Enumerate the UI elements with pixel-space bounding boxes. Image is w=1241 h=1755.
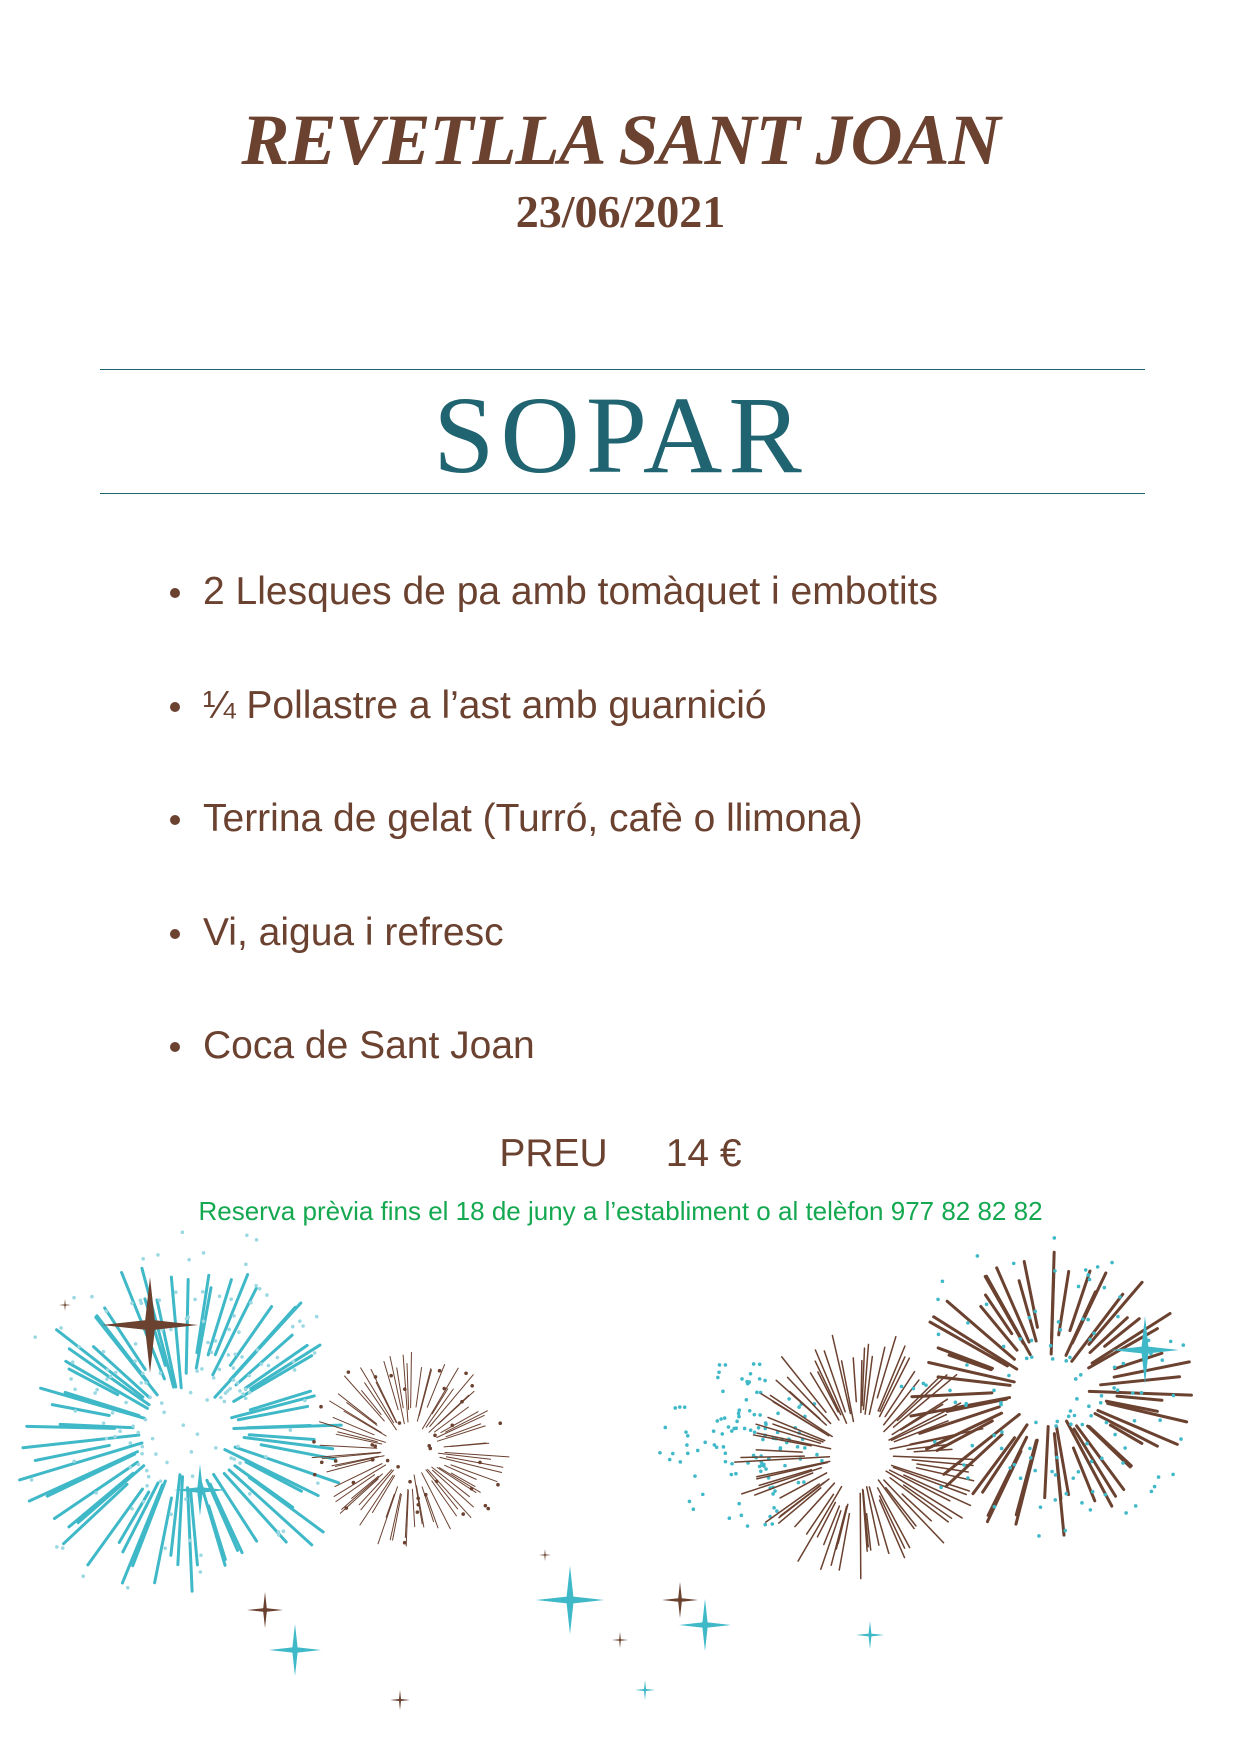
bullet-icon xyxy=(170,929,180,939)
sparkle-star xyxy=(856,1621,884,1649)
sparkle-star xyxy=(1111,1316,1179,1384)
menu-item-text: Vi, aigua i refresc xyxy=(203,910,504,954)
bottom-divider xyxy=(100,493,1145,494)
event-date: 23/06/2021 xyxy=(515,186,726,237)
page-title: REVETLLA SANT JOAN xyxy=(241,100,1000,180)
menu-item-text: 2 Llesques de pa amb tomàquet i embotits xyxy=(203,570,938,613)
sparkle-star xyxy=(635,1680,655,1700)
sparkle-star xyxy=(390,1690,410,1710)
menu-item-text: ¼ Pollastre a l’ast amb guarnició xyxy=(203,683,767,727)
firework-burst xyxy=(20,1258,342,1591)
top-divider xyxy=(100,369,1145,370)
bullet-icon xyxy=(170,815,180,825)
menu-item xyxy=(170,1022,938,1136)
sparkle-star xyxy=(612,1632,628,1648)
menu-item xyxy=(170,568,938,682)
price-label: PREU xyxy=(499,1132,608,1175)
menu-item-text: Terrina de gelat (Turró, cafè o llimona) xyxy=(203,797,863,840)
bullet-icon xyxy=(170,702,180,712)
sparkle-star xyxy=(662,1582,698,1618)
firework-burst xyxy=(735,1335,983,1578)
sparkle-star xyxy=(102,1277,198,1373)
menu-item xyxy=(170,795,938,909)
section-title: SOPAR xyxy=(433,374,808,496)
firework-burst xyxy=(312,1352,509,1546)
bullet-icon xyxy=(170,1042,180,1052)
fireworks-icon xyxy=(0,1230,1241,1755)
bullet-icon xyxy=(170,588,180,598)
sparkle-star xyxy=(247,1592,283,1628)
price-line xyxy=(0,1130,1241,1178)
price-amount: 14 € xyxy=(665,1132,742,1175)
reservation-note: Reserva prèvia fins el 18 de juny a l’establiment o al telèfon 977 82 82 82 xyxy=(198,1196,1043,1226)
sparkle-star xyxy=(679,1599,731,1651)
menu-item xyxy=(170,682,938,796)
sparkle-star xyxy=(269,1624,321,1676)
sparkle-star xyxy=(536,1566,604,1634)
sparkle-star xyxy=(539,1549,551,1561)
menu-item-text: Coca de Sant Joan xyxy=(203,1024,535,1067)
menu-list xyxy=(170,568,938,1136)
sparkle-star xyxy=(59,1299,71,1311)
menu-item xyxy=(170,909,938,1023)
